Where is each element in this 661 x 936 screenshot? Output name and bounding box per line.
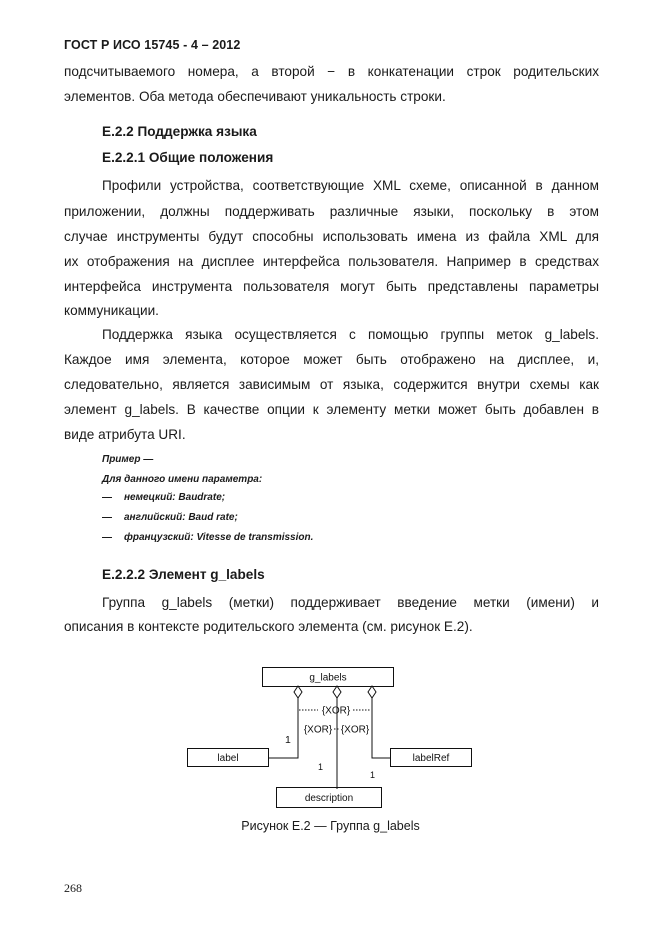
label-box-text: label <box>217 753 239 764</box>
label-connector <box>268 698 298 758</box>
multiplicity-labelref: 1 <box>370 770 376 780</box>
para2-line-3: следовательно, является зависимым от языка, содержится внутри схемы как <box>64 377 599 392</box>
description-aggregation-diamond <box>333 686 341 698</box>
para2-line-1: Поддержка языка осуществляется с помощью группы меток g_labels. <box>102 327 599 342</box>
para3-line-1: Группа g_labels (метки) поддерживает введение метки (имени) и <box>102 595 599 610</box>
example-dash-1: — <box>102 492 112 503</box>
page-number: 268 <box>64 881 82 895</box>
section-heading-e221: Е.2.2.1 Общие положения <box>102 150 274 165</box>
para1-line-6: коммуникации. <box>64 303 159 318</box>
para3-line-2: описания в контексте родительского элемента (см. рисунок Е.2). <box>64 619 473 634</box>
para2-line-5: виде атрибута URI. <box>64 427 186 442</box>
document-header: ГОСТ Р ИСО 15745 - 4 – 2012 <box>64 38 241 52</box>
example-dash-3: — <box>102 532 112 543</box>
intro-line-1: подсчитываемого номера, а второй − в конкатенации строк родительских <box>64 64 599 79</box>
section-heading-e222: Е.2.2.2 Элемент g_labels <box>102 567 265 582</box>
xor-top-text: {XOR} <box>321 705 351 717</box>
multiplicity-label: 1 <box>285 734 291 746</box>
example-dash-2: — <box>102 512 112 523</box>
para1-line-2: приложении, должны поддерживать различные языки, поскольку в этом <box>64 204 599 219</box>
intro-line-2: элементов. Оба метода обеспечивают уникальность строки. <box>64 89 446 104</box>
example-intro: Для данного имени параметра: <box>102 474 263 485</box>
label-aggregation-diamond <box>294 686 302 698</box>
multiplicity-description: 1 <box>318 762 324 772</box>
description-box-text: description <box>304 793 354 804</box>
xor-right-text: {XOR} <box>340 724 370 736</box>
g-labels-title: g_labels <box>309 672 347 684</box>
para1-line-3: случае инструменты будут способны использовать имена из файла XML для <box>64 229 599 244</box>
para2-line-4: элемент g_labels. В качестве опции к элементу метки может быть добавлен в <box>64 402 599 417</box>
example-label: Пример — <box>102 454 154 465</box>
para2-line-2: Каждое имя элемента, которое может быть отображено на дисплее, и, <box>64 352 599 367</box>
example-item-2: английский: Baud rate; <box>124 512 238 523</box>
para1-line-5: интерфейса инструмента пользователя могут быть представлены параметры <box>64 279 599 294</box>
para1-line-1: Профили устройства, соответствующие XML схеме, описанной в данном <box>102 178 599 193</box>
xor-left-text: {XOR} <box>303 724 333 736</box>
labelref-aggregation-diamond <box>368 686 376 698</box>
example-item-3: французский: Vitesse de transmission. <box>124 532 314 543</box>
labelref-connector <box>372 698 390 758</box>
figure-caption: Рисунок Е.2 — Группа g_labels <box>241 819 420 833</box>
labelref-box-text: labelRef <box>412 753 450 764</box>
example-item-1: немецкий: Baudrate; <box>124 492 226 503</box>
section-heading-e22: Е.2.2 Поддержка языка <box>102 124 257 139</box>
para1-line-4: их отображения на дисплее интерфейса пользователя. Например в средствах <box>64 254 599 269</box>
